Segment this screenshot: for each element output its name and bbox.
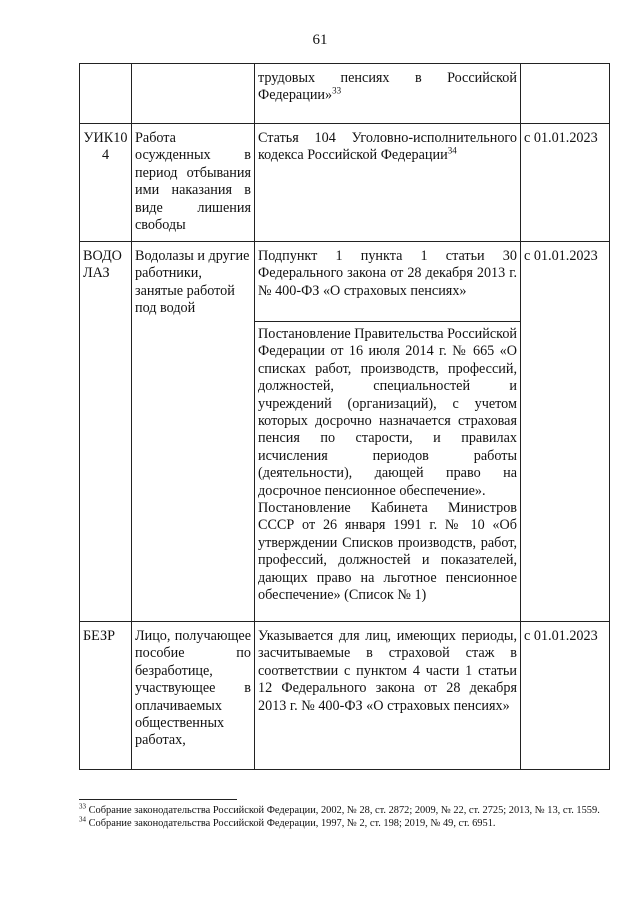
cell-basis [255,242,521,322]
codes-table [79,63,610,770]
footnote-divider [79,799,237,800]
cell-code: ВОДОЛАЗ [80,242,132,622]
cell-date [521,64,610,124]
cell-basis [255,322,521,622]
cell-basis [255,64,521,124]
cell-code [80,64,132,124]
cell-basis [255,622,521,770]
cell-code: УИК104 [80,124,132,242]
cell-date: с 01.01.2023 [521,242,610,622]
table-row [80,124,610,242]
cell-name [132,64,255,124]
basis-text: Указывается для лиц, имеющих периоды, засчитываемые в страховой стаж в соответствии с пунктом 4 части 1 статьи 12 Федерального закона от 28 декабря 2013 г. № 400-ФЗ «О страховых пенсиях» [258,628,517,714]
basis-text: Статья 104 Уголовно-исполнительного кодекса Российской Федерации [258,130,517,164]
basis-text: Постановление Кабинета Министров СССР от 26 января 1991 г. № 10 «Об утверждении Списков производств, работ, профессий, должностей и показателей, дающих право на льготное пенсионное обеспечение» (Список № 1) [258,500,517,604]
footnotes [79,804,619,830]
basis-text: Подпункт 1 пункта 1 статьи 30 Федерального закона от 28 декабря 2013 г. № 400-ФЗ «О страховых пенсиях» [258,248,517,299]
cell-name: Работа осужденных в период отбывания ими наказания в виде лишения свободы [132,124,255,242]
page-number: 61 [312,32,328,48]
cell-date: с 01.01.2023 [521,622,610,770]
table-row [80,622,610,770]
cell-name: Водолазы и другие работники, занятые работой под водой [132,242,255,622]
cell-name: Лицо, получающее пособие по безработице, участвующее в оплачиваемых общественных работах, [132,622,255,770]
cell-basis [255,124,521,242]
basis-text: трудовых пенсиях в Российской Федерации» [258,70,517,104]
footnote-ref: 33 [332,85,342,96]
footnote: $^{33}$ Собрание законодательства Российской Федерации, 2002, № 28, ст. 2872; 2009, № 22, ст. 2725; 2013, № 13, ст. 1559. [79,802,600,816]
footnote-ref: 34 [447,145,457,156]
table-row [80,242,610,322]
footnote: $^{34}$ Собрание законодательства Российской Федерации, 1997, № 2, ст. 198; 2019, № 49, ст. 6951. [79,815,496,829]
basis-text: Постановление Правительства Российской Федерации от 16 июля 2014 г. № 665 «О списках работ, производств, профессий, должностей, специальностей и учреждений (организаций), с учетом которых досрочно назначается страховая пенсия по старости, и правилах исчисления периодов работы (деятельности), дающей право на досрочное пенсионное обеспечение». [258,326,518,499]
cell-code: БЕЗР [80,622,132,770]
table-row [80,64,610,124]
cell-date: с 01.01.2023 [521,124,610,242]
